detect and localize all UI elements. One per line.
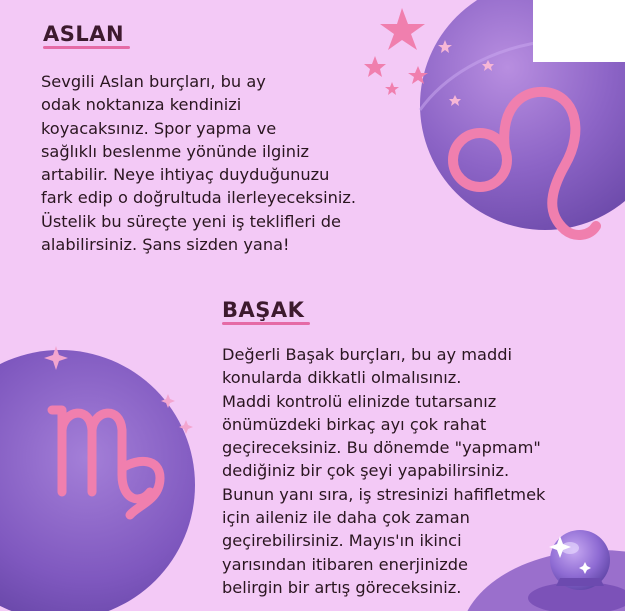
basak-title xyxy=(222,298,304,322)
basak-title-text: BAŞAK xyxy=(222,298,305,322)
aslan-line: Sevgili Aslan burçları, bu ay xyxy=(41,72,266,91)
aslan-line: alabilirsiniz. Şans sizden yana! xyxy=(41,235,290,255)
aslan-title xyxy=(43,22,124,46)
planet-bottom-left xyxy=(0,350,195,611)
aslan-line: odak noktanıza kendinizi xyxy=(41,95,242,115)
aslan-line: artabilir. Neye ihtiyaç duyduğunuzu xyxy=(41,165,330,185)
basak-line: için aileniz ile daha çok zaman xyxy=(222,508,470,528)
aslan-description xyxy=(41,70,356,256)
aslan-line: fark edip o doğrultuda ilerleyeceksiniz. xyxy=(41,188,356,208)
basak-line: önümüzdeki birkaç ayı çok rahat xyxy=(222,414,487,434)
basak-title-underline xyxy=(222,322,310,325)
basak-line: Bunun yanı sıra, iş stresinizi hafifletmek xyxy=(222,484,546,504)
aslan-line: Üstelik bu süreçte yeni iş teklifleri de xyxy=(41,211,341,231)
white-corner-patch xyxy=(533,0,625,62)
basak-line: geçireceksiniz. Bu dönemde "yapmam" xyxy=(222,438,541,458)
basak-description xyxy=(222,343,546,599)
aslan-line: koyacaksınız. Spor yapma ve xyxy=(41,118,277,138)
aslan-title-underline xyxy=(43,46,130,49)
basak-line: belirgin bir artış göreceksiniz. xyxy=(222,577,462,597)
basak-line: Maddi kontrolü elinizde tutarsanız xyxy=(222,391,497,411)
aslan-line: sağlıklı beslenme yönünde ilginiz xyxy=(41,141,310,161)
star-icon xyxy=(364,8,428,95)
basak-line: geçirebilirsiniz. Mayıs'ın ikinci xyxy=(222,531,462,551)
aslan-title-text: ASLAN xyxy=(43,22,125,46)
basak-line: konularda dikkatli olmalısınız. xyxy=(222,368,462,388)
basak-line: dediğiniz bir çok şeyi yapabilirsiniz. xyxy=(222,461,510,481)
basak-line: Değerli Başak burçları, bu ay maddi xyxy=(222,345,513,364)
basak-line: yarısından itibaren enerjinizde xyxy=(222,554,468,574)
